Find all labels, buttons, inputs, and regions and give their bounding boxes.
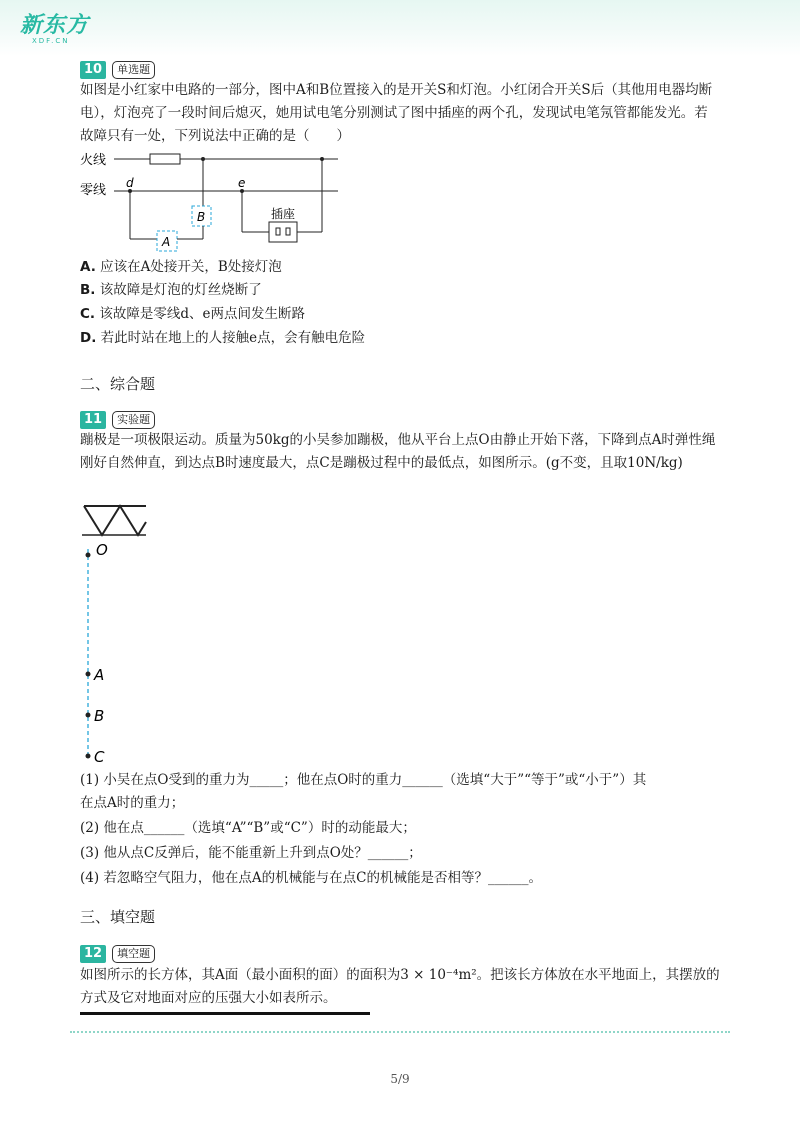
q10-option-d[interactable]: D. 若此时站在地上的人接触e点，会有触电危险 — [80, 330, 366, 346]
platform-truss — [84, 506, 146, 535]
logo — [20, 8, 89, 45]
q11-header — [80, 411, 155, 429]
q11-sub1-line2: 在点A时的重力； — [80, 795, 185, 811]
point-d-label: d — [126, 176, 134, 190]
q12-stem: 如图所示的长方体，其A面（最小面积的面）的面积为3 × 10⁻⁴m²。把该长方体放在水平地面上，其摆放的方式及它对地面对应的压强大小如表所示。 — [80, 967, 720, 1006]
point-A-label: A — [94, 666, 105, 684]
point-C — [86, 754, 91, 759]
point-O — [86, 553, 91, 558]
bungee-diagram — [80, 502, 160, 766]
point-e-label: e — [238, 176, 246, 190]
q12-type: 填空题 — [112, 945, 155, 963]
q10-header — [80, 61, 155, 79]
point-O-label: O — [96, 541, 108, 559]
q11-sub1-line1: (1) 小吴在点O受到的重力为_____；他在点O时的重力______（选填“大于”“等于”或“小于”）其 — [80, 772, 647, 788]
table-top-rule — [80, 1012, 370, 1015]
socket-label: 插座 — [271, 207, 296, 221]
q10-type: 单选题 — [112, 61, 155, 79]
q11-sub3: (3) 他从点C反弹后，能不能重新上升到点O处？______； — [80, 845, 422, 861]
q11-sub4: (4) 若忽略空气阻力，他在点A的机械能与在点C的机械能是否相等？______。 — [80, 870, 542, 886]
q10-option-c[interactable]: C. 该故障是零线d、e两点间发生断路 — [80, 306, 305, 322]
q12-number: 12 — [80, 945, 106, 963]
point-B-label: B — [94, 707, 105, 725]
socket — [269, 222, 297, 242]
q11-sub2: (2) 他在点______（选填“A”“B”或“C”）时的动能最大； — [80, 820, 416, 836]
q10-stem: 如图是小红家中电路的一部分，图中A和B位置接入的是开关S和灯泡。小红闭合开关S后（其他用电器均断电），灯泡亮了一段时间后熄灭，她用试电笔分别测试了图中插座的两个孔，发现试电笔氖管都能发光。若故障只有一处，下列说法中正确的是（ ） — [80, 82, 713, 144]
q11-stem: 蹦极是一项极限运动。质量为50kg的小吴参加蹦极，他从平台上点O由静止开始下落，下降到点A时弹性绳刚好自然伸直，到达点B时速度最大，点C是蹦极过程中的最低点，如图所示。(g不变，且取10N/kg) — [80, 432, 716, 471]
page-number: 5/9 — [390, 1072, 410, 1086]
position-B-label: B — [197, 210, 206, 224]
section-3-title: 三、填空题 — [80, 908, 156, 926]
page-divider — [70, 1031, 730, 1033]
q12-header — [80, 945, 155, 963]
q10-option-a[interactable]: A. 应该在A处接开关，B处接灯泡 — [80, 259, 282, 275]
point-B — [86, 713, 91, 718]
neutral-wire-label: 零线 — [80, 183, 107, 198]
logo-sub: XDF.CN — [32, 37, 70, 45]
header-band — [0, 0, 800, 56]
q10-option-b[interactable]: B. 该故障是灯泡的灯丝烧断了 — [80, 282, 262, 298]
q11-type: 实验题 — [112, 411, 155, 429]
q10-number: 10 — [80, 61, 106, 79]
point-A — [86, 672, 91, 677]
section-2-title: 二、综合题 — [80, 375, 156, 393]
live-wire-label: 火线 — [80, 153, 107, 168]
fuse — [150, 154, 180, 164]
position-A-label: A — [162, 235, 171, 249]
point-C-label: C — [94, 748, 105, 766]
logo-main: 新东方 — [20, 13, 90, 38]
circuit-diagram — [80, 146, 350, 254]
q11-number: 11 — [80, 411, 106, 429]
